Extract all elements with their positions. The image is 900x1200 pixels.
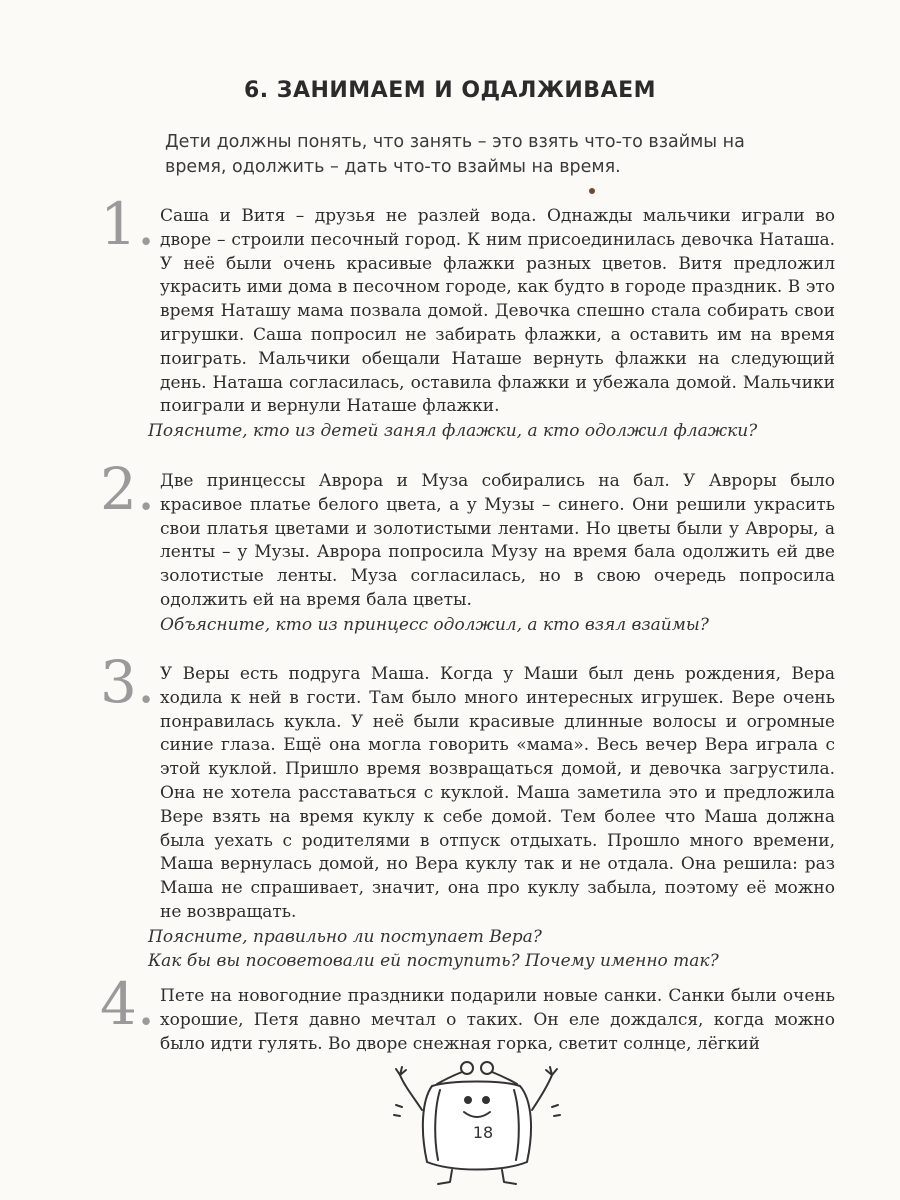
exercise-2 xyxy=(100,455,835,637)
page-number: 18 xyxy=(472,1123,494,1142)
exercise-4 xyxy=(100,970,835,1056)
exercise-1 xyxy=(100,190,835,443)
exercise-story: Две принцессы Аврора и Муза собирались на бал. У Авроры было красивое платье белого цвета, а у Музы – синего. Они решили украсить свои платья цветами и золотистыми лентами. Но цветы были у Авроры, а ленты – у Музы. Аврора попросила Музу на время бала одолжить ей две золотистые ленты. Муза согласилась, но в свою очередь попросила одолжить ей на время бала цветы. xyxy=(160,471,835,610)
exercise-story: У Веры есть подруга Маша. Когда у Маши был день рождения, Вера ходила к ней в гости. Там было много интересных игрушек. Вере очень понравилась кукла. У неё были красивые длинные волосы и огромные синие глаза. Ещё она могла говорить «мама». Весь вечер Вера играла с этой куклой. Пришло время возвращаться домой, и девочка загрустила. Она не хотела расставаться с куклой. Маша заметила это и предложила Вере взять на время куклу к себе домой. Тем более что Маша должна была уехать с родителями в отпуск отдыхать. Прошло много времени, Маша вернулась домой, но Вера куклу так и не отдала. Она решила: раз Маша не спрашивает, значит, она про куклу забыла, поэтому её можно не возвращать. xyxy=(160,664,835,922)
exercise-question: Как бы вы посоветовали ей поступить? Почему именно так? xyxy=(148,950,719,971)
exercise-number: 1. xyxy=(100,190,156,258)
wallet-character-icon xyxy=(392,1050,562,1190)
exercise-story: Саша и Витя – друзья не разлей вода. Однажды мальчики играли во дворе – строили песочный город. К ним присоединилась девочка Наташа. У неё были очень красивые флажки разных цветов. Витя предложил украсить ими дома в песочном городе, как будто в городе праздник. В это время Наташу мама позвала домой. Девочка спешно стала собирать свои игрушки. Саша попросил не забирать флажки, а оставить им на время поиграть. Мальчики обещали Наташе вернуть флажки на следующий день. Наташа согласилась, оставила флажки и убежала домой. Мальчики поиграли и вернули Наташе флажки. xyxy=(160,206,835,417)
exercise-number: 4. xyxy=(100,970,156,1038)
ink-speck xyxy=(589,188,595,194)
intro-note: Дети должны понять, что занять – это взять что-то взаймы на время, одолжить – дать что-то взаймы на время. xyxy=(165,132,745,177)
exercise-text xyxy=(100,470,835,613)
exercise-text xyxy=(100,205,835,419)
exercise-number: 3. xyxy=(100,648,156,716)
section-heading: 6. ЗАНИМАЕМ И ОДАЛЖИВАЕМ xyxy=(243,78,657,103)
exercise-question: Объясните, кто из принцесс одолжил, а кто взял взаймы? xyxy=(160,614,709,635)
exercise-question: Поясните, правильно ли поступает Вера? xyxy=(148,926,542,947)
exercise-number: 2. xyxy=(100,455,156,523)
exercise-text xyxy=(100,663,835,925)
exercise-question: Поясните, кто из детей занял флажки, а кто одолжил флажки? xyxy=(148,421,758,442)
exercise-story: Пете на новогодние праздники подарили новые санки. Санки были очень хорошие, Петя давно мечтал о таких. Он еле дождался, когда можно было идти гулять. Во дворе снежная горка, светит солнце, лёгкий xyxy=(160,986,835,1054)
exercise-3 xyxy=(100,648,835,973)
exercise-text xyxy=(100,985,835,1056)
